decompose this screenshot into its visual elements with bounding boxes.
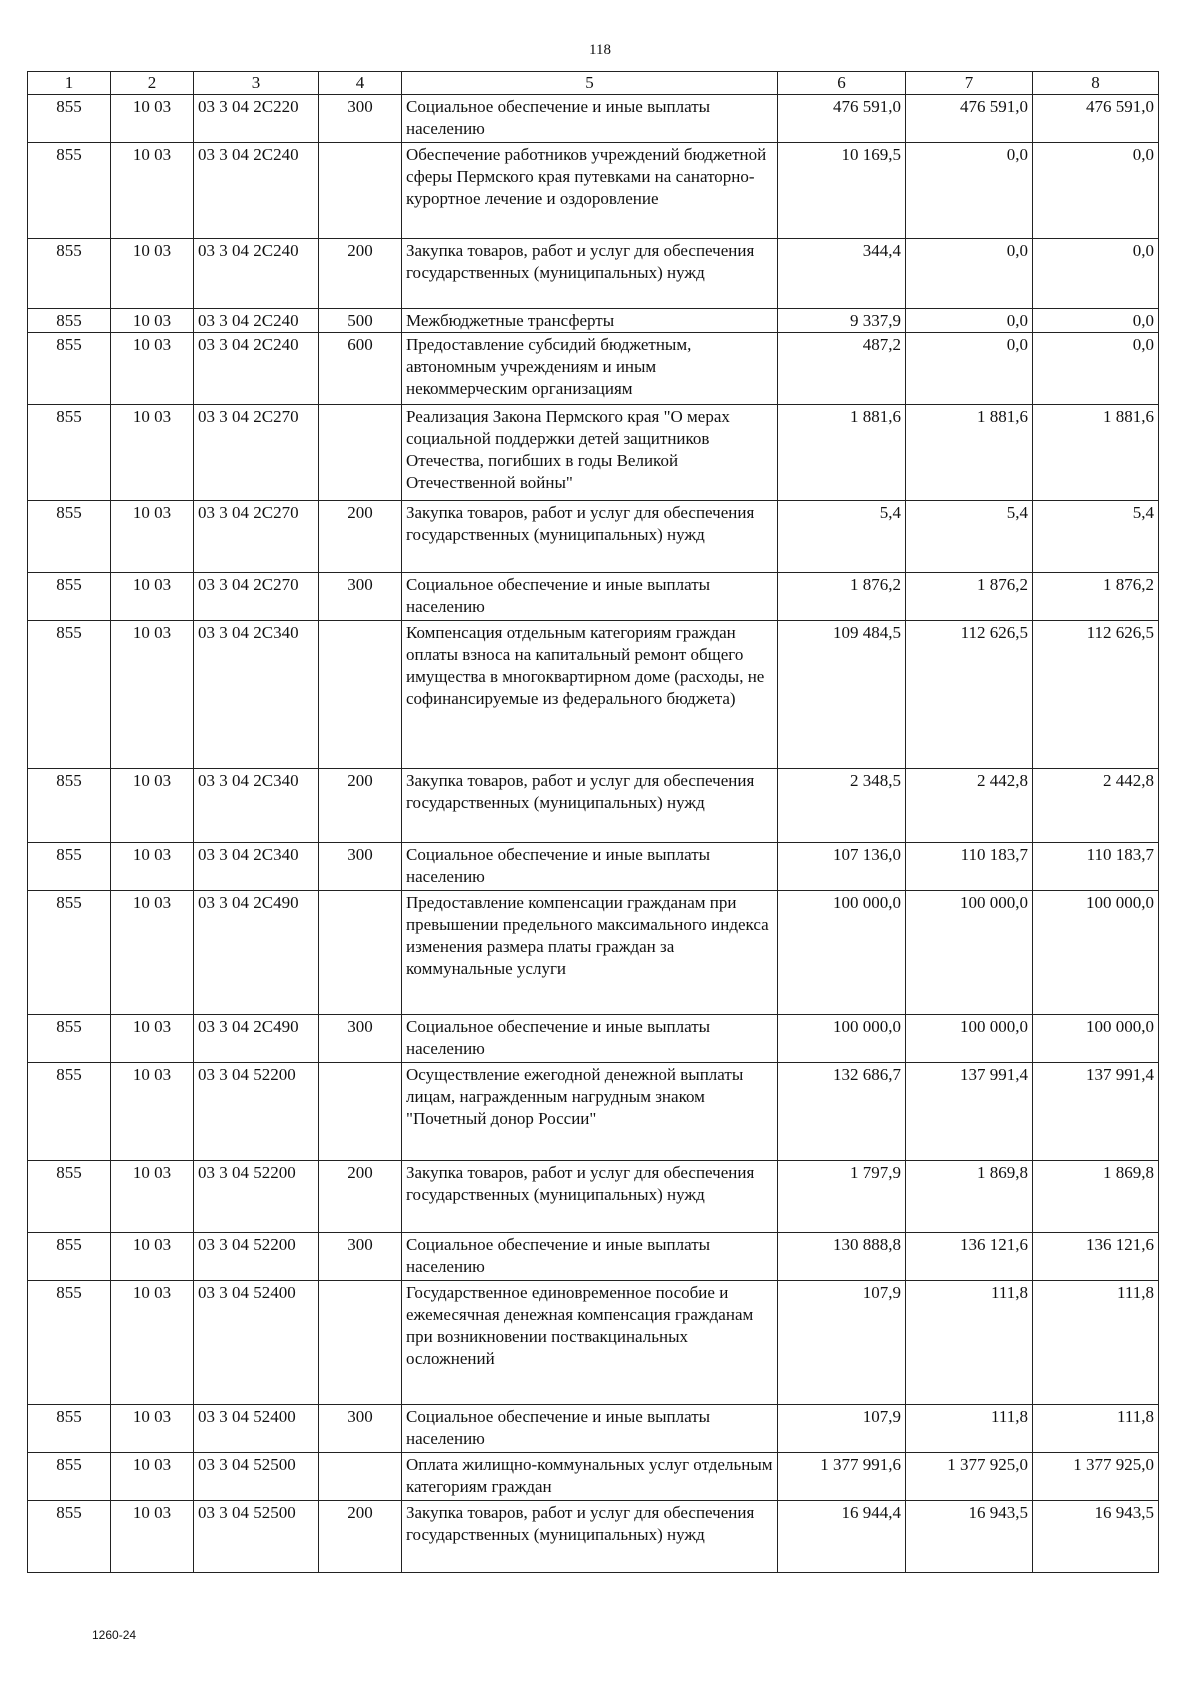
cell-amount-year3: 1 869,8	[1033, 1161, 1159, 1233]
table-row	[28, 1015, 1159, 1063]
cell-amount-year3: 16 943,5	[1033, 1501, 1159, 1573]
page-number: 118	[589, 42, 611, 58]
cell-admin-code: 855	[28, 1233, 111, 1281]
cell-target-article: 03 3 04 52400	[194, 1405, 319, 1453]
cell-amount-year1: 107,9	[778, 1405, 906, 1453]
cell-expense-type: 300	[319, 1015, 402, 1063]
cell-description: Государственное единовременное пособие и ежемесячная денежная компенсация гражданам при возникновении поствакцинальных осложнений	[402, 1281, 778, 1405]
cell-amount-year2: 0,0	[906, 143, 1033, 239]
cell-section: 10 03	[111, 1405, 194, 1453]
cell-expense-type	[319, 1453, 402, 1501]
cell-admin-code: 855	[28, 1405, 111, 1453]
cell-section: 10 03	[111, 1233, 194, 1281]
cell-admin-code: 855	[28, 573, 111, 621]
cell-amount-year3: 137 991,4	[1033, 1063, 1159, 1161]
cell-amount-year1: 100 000,0	[778, 891, 906, 1015]
cell-amount-year3: 112 626,5	[1033, 621, 1159, 769]
cell-description: Закупка товаров, работ и услуг для обеспечения государственных (муниципальных) нужд	[402, 239, 778, 309]
column-header: 3	[194, 72, 319, 95]
cell-admin-code: 855	[28, 1161, 111, 1233]
cell-admin-code: 855	[28, 333, 111, 405]
cell-target-article: 03 3 04 2С220	[194, 95, 319, 143]
table-row	[28, 1281, 1159, 1405]
cell-amount-year3: 476 591,0	[1033, 95, 1159, 143]
cell-expense-type: 600	[319, 333, 402, 405]
cell-expense-type: 200	[319, 239, 402, 309]
cell-expense-type	[319, 891, 402, 1015]
table-row	[28, 501, 1159, 573]
cell-amount-year1: 16 944,4	[778, 1501, 906, 1573]
cell-amount-year2: 1 881,6	[906, 405, 1033, 501]
table-row	[28, 1063, 1159, 1161]
cell-amount-year2: 0,0	[906, 333, 1033, 405]
cell-section: 10 03	[111, 573, 194, 621]
cell-section: 10 03	[111, 891, 194, 1015]
cell-amount-year1: 107 136,0	[778, 843, 906, 891]
cell-target-article: 03 3 04 52200	[194, 1063, 319, 1161]
cell-amount-year1: 344,4	[778, 239, 906, 309]
table-row	[28, 333, 1159, 405]
cell-target-article: 03 3 04 52200	[194, 1161, 319, 1233]
cell-description: Закупка товаров, работ и услуг для обеспечения государственных (муниципальных) нужд	[402, 501, 778, 573]
cell-amount-year3: 111,8	[1033, 1281, 1159, 1405]
cell-amount-year2: 0,0	[906, 239, 1033, 309]
cell-section: 10 03	[111, 1063, 194, 1161]
cell-section: 10 03	[111, 1015, 194, 1063]
cell-section: 10 03	[111, 309, 194, 333]
cell-amount-year2: 0,0	[906, 309, 1033, 333]
cell-target-article: 03 3 04 2С340	[194, 769, 319, 843]
cell-description: Реализация Закона Пермского края "О мерах социальной поддержки детей защитников Отечества, погибших в годы Великой Отечественной войны"	[402, 405, 778, 501]
cell-description: Закупка товаров, работ и услуг для обеспечения государственных (муниципальных) нужд	[402, 769, 778, 843]
cell-amount-year2: 1 869,8	[906, 1161, 1033, 1233]
cell-amount-year1: 487,2	[778, 333, 906, 405]
cell-description: Компенсация отдельным категориям граждан оплаты взноса на капитальный ремонт общего имущества в многоквартирном доме (расходы, не софинансируемые из федерального бюджета)	[402, 621, 778, 769]
table-row	[28, 1161, 1159, 1233]
cell-amount-year3: 2 442,8	[1033, 769, 1159, 843]
table-row	[28, 769, 1159, 843]
cell-target-article: 03 3 04 2С490	[194, 891, 319, 1015]
cell-target-article: 03 3 04 52200	[194, 1233, 319, 1281]
cell-expense-type	[319, 1281, 402, 1405]
cell-amount-year1: 9 337,9	[778, 309, 906, 333]
cell-amount-year1: 109 484,5	[778, 621, 906, 769]
cell-description: Социальное обеспечение и иные выплаты населению	[402, 1233, 778, 1281]
cell-target-article: 03 3 04 2С240	[194, 143, 319, 239]
cell-target-article: 03 3 04 2С270	[194, 405, 319, 501]
cell-admin-code: 855	[28, 405, 111, 501]
cell-amount-year1: 130 888,8	[778, 1233, 906, 1281]
table-row	[28, 573, 1159, 621]
cell-admin-code: 855	[28, 1015, 111, 1063]
cell-description: Осуществление ежегодной денежной выплаты лицам, награжденным нагрудным знаком "Почетный донор России"	[402, 1063, 778, 1161]
cell-target-article: 03 3 04 2С340	[194, 621, 319, 769]
cell-amount-year2: 100 000,0	[906, 1015, 1033, 1063]
cell-target-article: 03 3 04 2С490	[194, 1015, 319, 1063]
cell-expense-type: 300	[319, 573, 402, 621]
cell-amount-year3: 100 000,0	[1033, 891, 1159, 1015]
cell-section: 10 03	[111, 501, 194, 573]
cell-admin-code: 855	[28, 239, 111, 309]
cell-section: 10 03	[111, 143, 194, 239]
table-row	[28, 309, 1159, 333]
cell-amount-year3: 0,0	[1033, 333, 1159, 405]
cell-admin-code: 855	[28, 843, 111, 891]
cell-section: 10 03	[111, 769, 194, 843]
cell-target-article: 03 3 04 2С240	[194, 239, 319, 309]
cell-amount-year3: 0,0	[1033, 239, 1159, 309]
cell-admin-code: 855	[28, 501, 111, 573]
cell-amount-year2: 111,8	[906, 1281, 1033, 1405]
cell-section: 10 03	[111, 95, 194, 143]
cell-amount-year3: 100 000,0	[1033, 1015, 1159, 1063]
cell-admin-code: 855	[28, 1501, 111, 1573]
cell-amount-year3: 0,0	[1033, 309, 1159, 333]
cell-expense-type	[319, 621, 402, 769]
cell-description: Социальное обеспечение и иные выплаты населению	[402, 843, 778, 891]
cell-admin-code: 855	[28, 143, 111, 239]
cell-description: Оплата жилищно-коммунальных услуг отдельным категориям граждан	[402, 1453, 778, 1501]
cell-admin-code: 855	[28, 621, 111, 769]
cell-description: Предоставление компенсации гражданам при превышении предельного максимального индекса изменения размера платы граждан за коммунальные услуги	[402, 891, 778, 1015]
cell-amount-year2: 5,4	[906, 501, 1033, 573]
cell-expense-type: 300	[319, 1405, 402, 1453]
cell-amount-year3: 110 183,7	[1033, 843, 1159, 891]
cell-target-article: 03 3 04 52500	[194, 1453, 319, 1501]
cell-admin-code: 855	[28, 891, 111, 1015]
cell-amount-year1: 100 000,0	[778, 1015, 906, 1063]
cell-amount-year1: 1 377 991,6	[778, 1453, 906, 1501]
column-header: 5	[402, 72, 778, 95]
cell-admin-code: 855	[28, 769, 111, 843]
cell-target-article: 03 3 04 2С240	[194, 309, 319, 333]
column-header: 2	[111, 72, 194, 95]
table-row	[28, 405, 1159, 501]
column-header: 8	[1033, 72, 1159, 95]
cell-description: Социальное обеспечение и иные выплаты населению	[402, 1405, 778, 1453]
cell-amount-year3: 1 881,6	[1033, 405, 1159, 501]
cell-section: 10 03	[111, 1281, 194, 1405]
cell-expense-type: 200	[319, 1501, 402, 1573]
column-header: 7	[906, 72, 1033, 95]
footer-code: 1260-24	[92, 1628, 137, 1642]
cell-admin-code: 855	[28, 95, 111, 143]
cell-expense-type: 200	[319, 769, 402, 843]
cell-amount-year1: 2 348,5	[778, 769, 906, 843]
cell-amount-year3: 136 121,6	[1033, 1233, 1159, 1281]
cell-amount-year2: 476 591,0	[906, 95, 1033, 143]
column-header: 1	[28, 72, 111, 95]
table-row	[28, 1453, 1159, 1501]
cell-description: Социальное обеспечение и иные выплаты населению	[402, 95, 778, 143]
cell-description: Социальное обеспечение и иные выплаты населению	[402, 1015, 778, 1063]
cell-target-article: 03 3 04 2С340	[194, 843, 319, 891]
table-row	[28, 891, 1159, 1015]
cell-expense-type: 200	[319, 1161, 402, 1233]
cell-amount-year1: 1 797,9	[778, 1161, 906, 1233]
table-row	[28, 143, 1159, 239]
cell-amount-year2: 1 876,2	[906, 573, 1033, 621]
cell-description: Межбюджетные трансферты	[402, 309, 778, 333]
cell-target-article: 03 3 04 2С270	[194, 501, 319, 573]
cell-expense-type	[319, 143, 402, 239]
cell-amount-year3: 1 377 925,0	[1033, 1453, 1159, 1501]
cell-amount-year2: 111,8	[906, 1405, 1033, 1453]
cell-amount-year2: 112 626,5	[906, 621, 1033, 769]
cell-admin-code: 855	[28, 1063, 111, 1161]
cell-target-article: 03 3 04 2С270	[194, 573, 319, 621]
cell-expense-type: 300	[319, 843, 402, 891]
cell-amount-year1: 132 686,7	[778, 1063, 906, 1161]
cell-target-article: 03 3 04 52500	[194, 1501, 319, 1573]
cell-amount-year1: 10 169,5	[778, 143, 906, 239]
cell-section: 10 03	[111, 1161, 194, 1233]
cell-amount-year3: 111,8	[1033, 1405, 1159, 1453]
table-row	[28, 1405, 1159, 1453]
cell-section: 10 03	[111, 333, 194, 405]
cell-target-article: 03 3 04 52400	[194, 1281, 319, 1405]
cell-amount-year1: 1 881,6	[778, 405, 906, 501]
cell-admin-code: 855	[28, 1453, 111, 1501]
cell-section: 10 03	[111, 239, 194, 309]
column-header: 4	[319, 72, 402, 95]
cell-amount-year2: 136 121,6	[906, 1233, 1033, 1281]
cell-target-article: 03 3 04 2С240	[194, 333, 319, 405]
cell-amount-year2: 137 991,4	[906, 1063, 1033, 1161]
cell-expense-type: 500	[319, 309, 402, 333]
cell-amount-year2: 1 377 925,0	[906, 1453, 1033, 1501]
budget-table	[27, 71, 1159, 1573]
cell-amount-year1: 1 876,2	[778, 573, 906, 621]
cell-section: 10 03	[111, 405, 194, 501]
cell-section: 10 03	[111, 843, 194, 891]
table-body	[28, 95, 1159, 1573]
cell-amount-year1: 107,9	[778, 1281, 906, 1405]
cell-amount-year1: 476 591,0	[778, 95, 906, 143]
table-row	[28, 1233, 1159, 1281]
cell-expense-type: 300	[319, 1233, 402, 1281]
table-row	[28, 239, 1159, 309]
table-row	[28, 1501, 1159, 1573]
cell-amount-year2: 110 183,7	[906, 843, 1033, 891]
cell-section: 10 03	[111, 1501, 194, 1573]
cell-amount-year3: 1 876,2	[1033, 573, 1159, 621]
cell-amount-year3: 5,4	[1033, 501, 1159, 573]
cell-description: Закупка товаров, работ и услуг для обеспечения государственных (муниципальных) нужд	[402, 1501, 778, 1573]
cell-section: 10 03	[111, 1453, 194, 1501]
cell-amount-year1: 5,4	[778, 501, 906, 573]
cell-description: Закупка товаров, работ и услуг для обеспечения государственных (муниципальных) нужд	[402, 1161, 778, 1233]
cell-expense-type	[319, 405, 402, 501]
cell-amount-year2: 16 943,5	[906, 1501, 1033, 1573]
cell-admin-code: 855	[28, 1281, 111, 1405]
cell-section: 10 03	[111, 621, 194, 769]
header-row	[28, 72, 1159, 95]
cell-amount-year3: 0,0	[1033, 143, 1159, 239]
cell-expense-type: 300	[319, 95, 402, 143]
cell-description: Социальное обеспечение и иные выплаты населению	[402, 573, 778, 621]
cell-amount-year2: 2 442,8	[906, 769, 1033, 843]
cell-admin-code: 855	[28, 309, 111, 333]
cell-expense-type: 200	[319, 501, 402, 573]
cell-description: Предоставление субсидий бюджетным, автономным учреждениям и иным некоммерческим организациям	[402, 333, 778, 405]
cell-description: Обеспечение работников учреждений бюджетной сферы Пермского края путевками на санаторно-курортное лечение и оздоровление	[402, 143, 778, 239]
cell-amount-year2: 100 000,0	[906, 891, 1033, 1015]
table-row	[28, 621, 1159, 769]
column-header: 6	[778, 72, 906, 95]
cell-expense-type	[319, 1063, 402, 1161]
table-row	[28, 843, 1159, 891]
table-row	[28, 95, 1159, 143]
